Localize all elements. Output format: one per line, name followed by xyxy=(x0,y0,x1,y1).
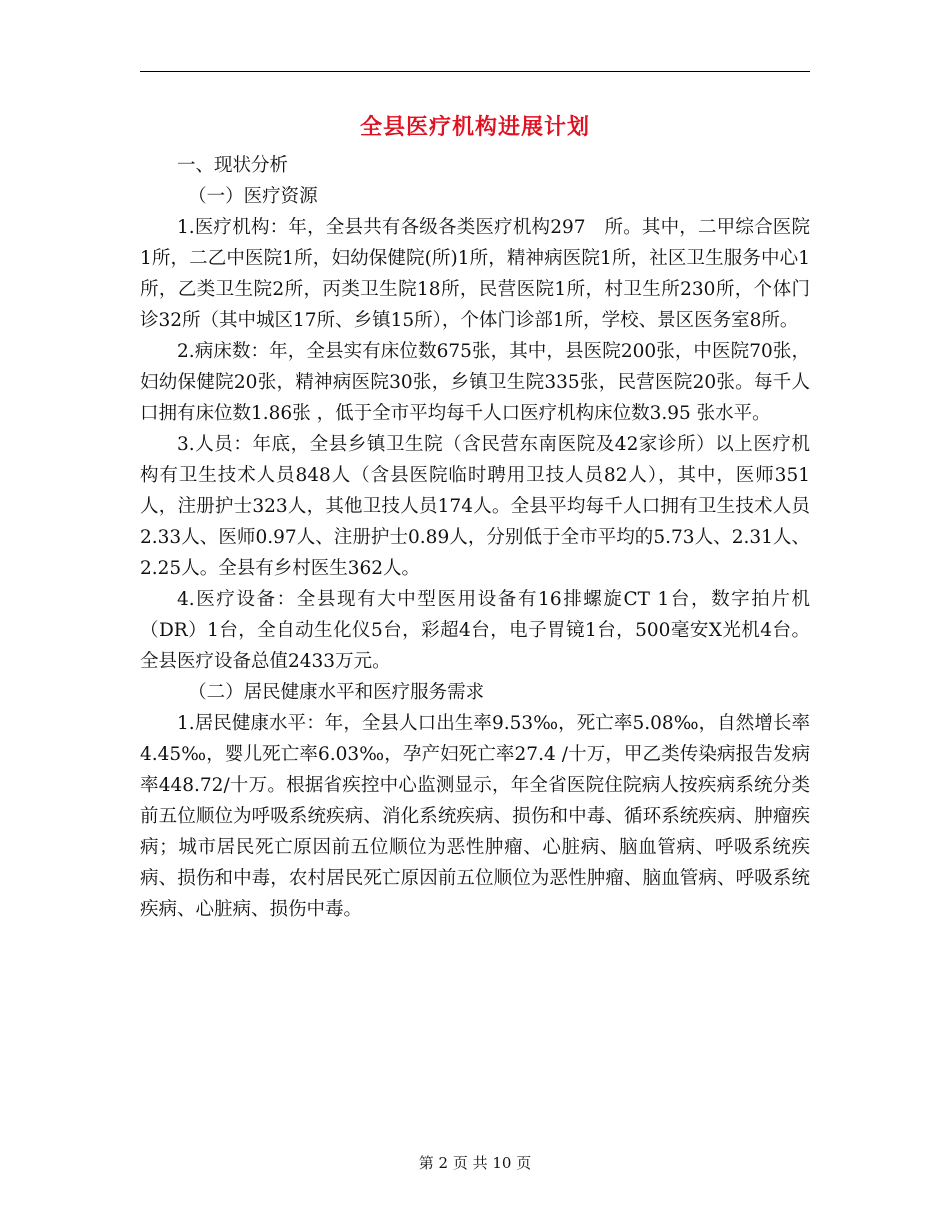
paragraph-health-level: 1.居民健康水平：年，全县人口出生率9.53‰，死亡率5.08‰，自然增长率4.45‰，婴儿死亡率6.03‰，孕产妇死亡率27.4 /十万，甲乙类传染病报告发病率448.72/十万。根据省疾控中心监测显示，年全省医院住院病人按疾病系统分类前五位顺位为呼吸系统疾病、消化系统疾病、损伤和中毒、循环系统疾病、肿瘤疾病；城市居民死亡原因前五位顺位为恶性肿瘤、心脏病、脑血管病、呼吸系统疾病、损伤和中毒，农村居民死亡原因前五位顺位为恶性肿瘤、脑血管病、呼吸系统疾病、心脏病、损伤中毒。 xyxy=(140,713,810,920)
subsection-heading-health: （二）居民健康水平和医疗服务需求 xyxy=(188,682,485,703)
section-heading-status: 一、现状分析 xyxy=(177,155,289,176)
header-rule xyxy=(140,71,810,72)
page-number: 第 2 页 共 10 页 xyxy=(418,1154,532,1172)
document-body xyxy=(140,150,810,925)
paragraph-institutions: 1.医疗机构：年，全县共有各级各类医疗机构297 所。其中，二甲综合医院1所，二乙中医院1所，妇幼保健院(所)1所，精神病医院1所，社区卫生服务中心1所，乙类卫生院2所，丙类卫生院18所，民营医院1所，村卫生所230所，个体门诊32所（其中城区17所、乡镇15所），个体门诊部1所，学校、景区医务室8所。 xyxy=(140,217,810,331)
paragraph-equipment: 4.医疗设备：全县现有大中型医用设备有16排螺旋CT 1台，数字拍片机（DR）1台，全自动生化仪5台，彩超4台，电子胃镜1台，500毫安X光机4台。全县医疗设备总值2433万元。 xyxy=(140,589,810,672)
paragraph-personnel: 3.人员：年底，全县乡镇卫生院（含民营东南医院及42家诊所）以上医疗机构有卫生技术人员848人（含县医院临时聘用卫技人员82人），其中，医师351人，注册护士323人，其他卫技人员174人。全县平均每千人口拥有卫生技术人员2.33人、医师0.97人、注册护士0.89人，分别低于全市平均的5.73人、2.31人、2.25人。全县有乡村医生362人。 xyxy=(140,434,810,579)
document-title: 全县医疗机构进展计划 xyxy=(359,115,590,140)
paragraph-beds: 2.病床数：年，全县实有床位数675张，其中，县医院200张，中医院70张，妇幼保健院20张，精神病医院30张，乡镇卫生院335张，民营医院20张。每千人口拥有床位数1.86张 ，低于全市平均每千人口医疗机构床位数3.95 张水平。 xyxy=(140,341,810,424)
subsection-heading-resources: （一）医疗资源 xyxy=(188,186,318,207)
